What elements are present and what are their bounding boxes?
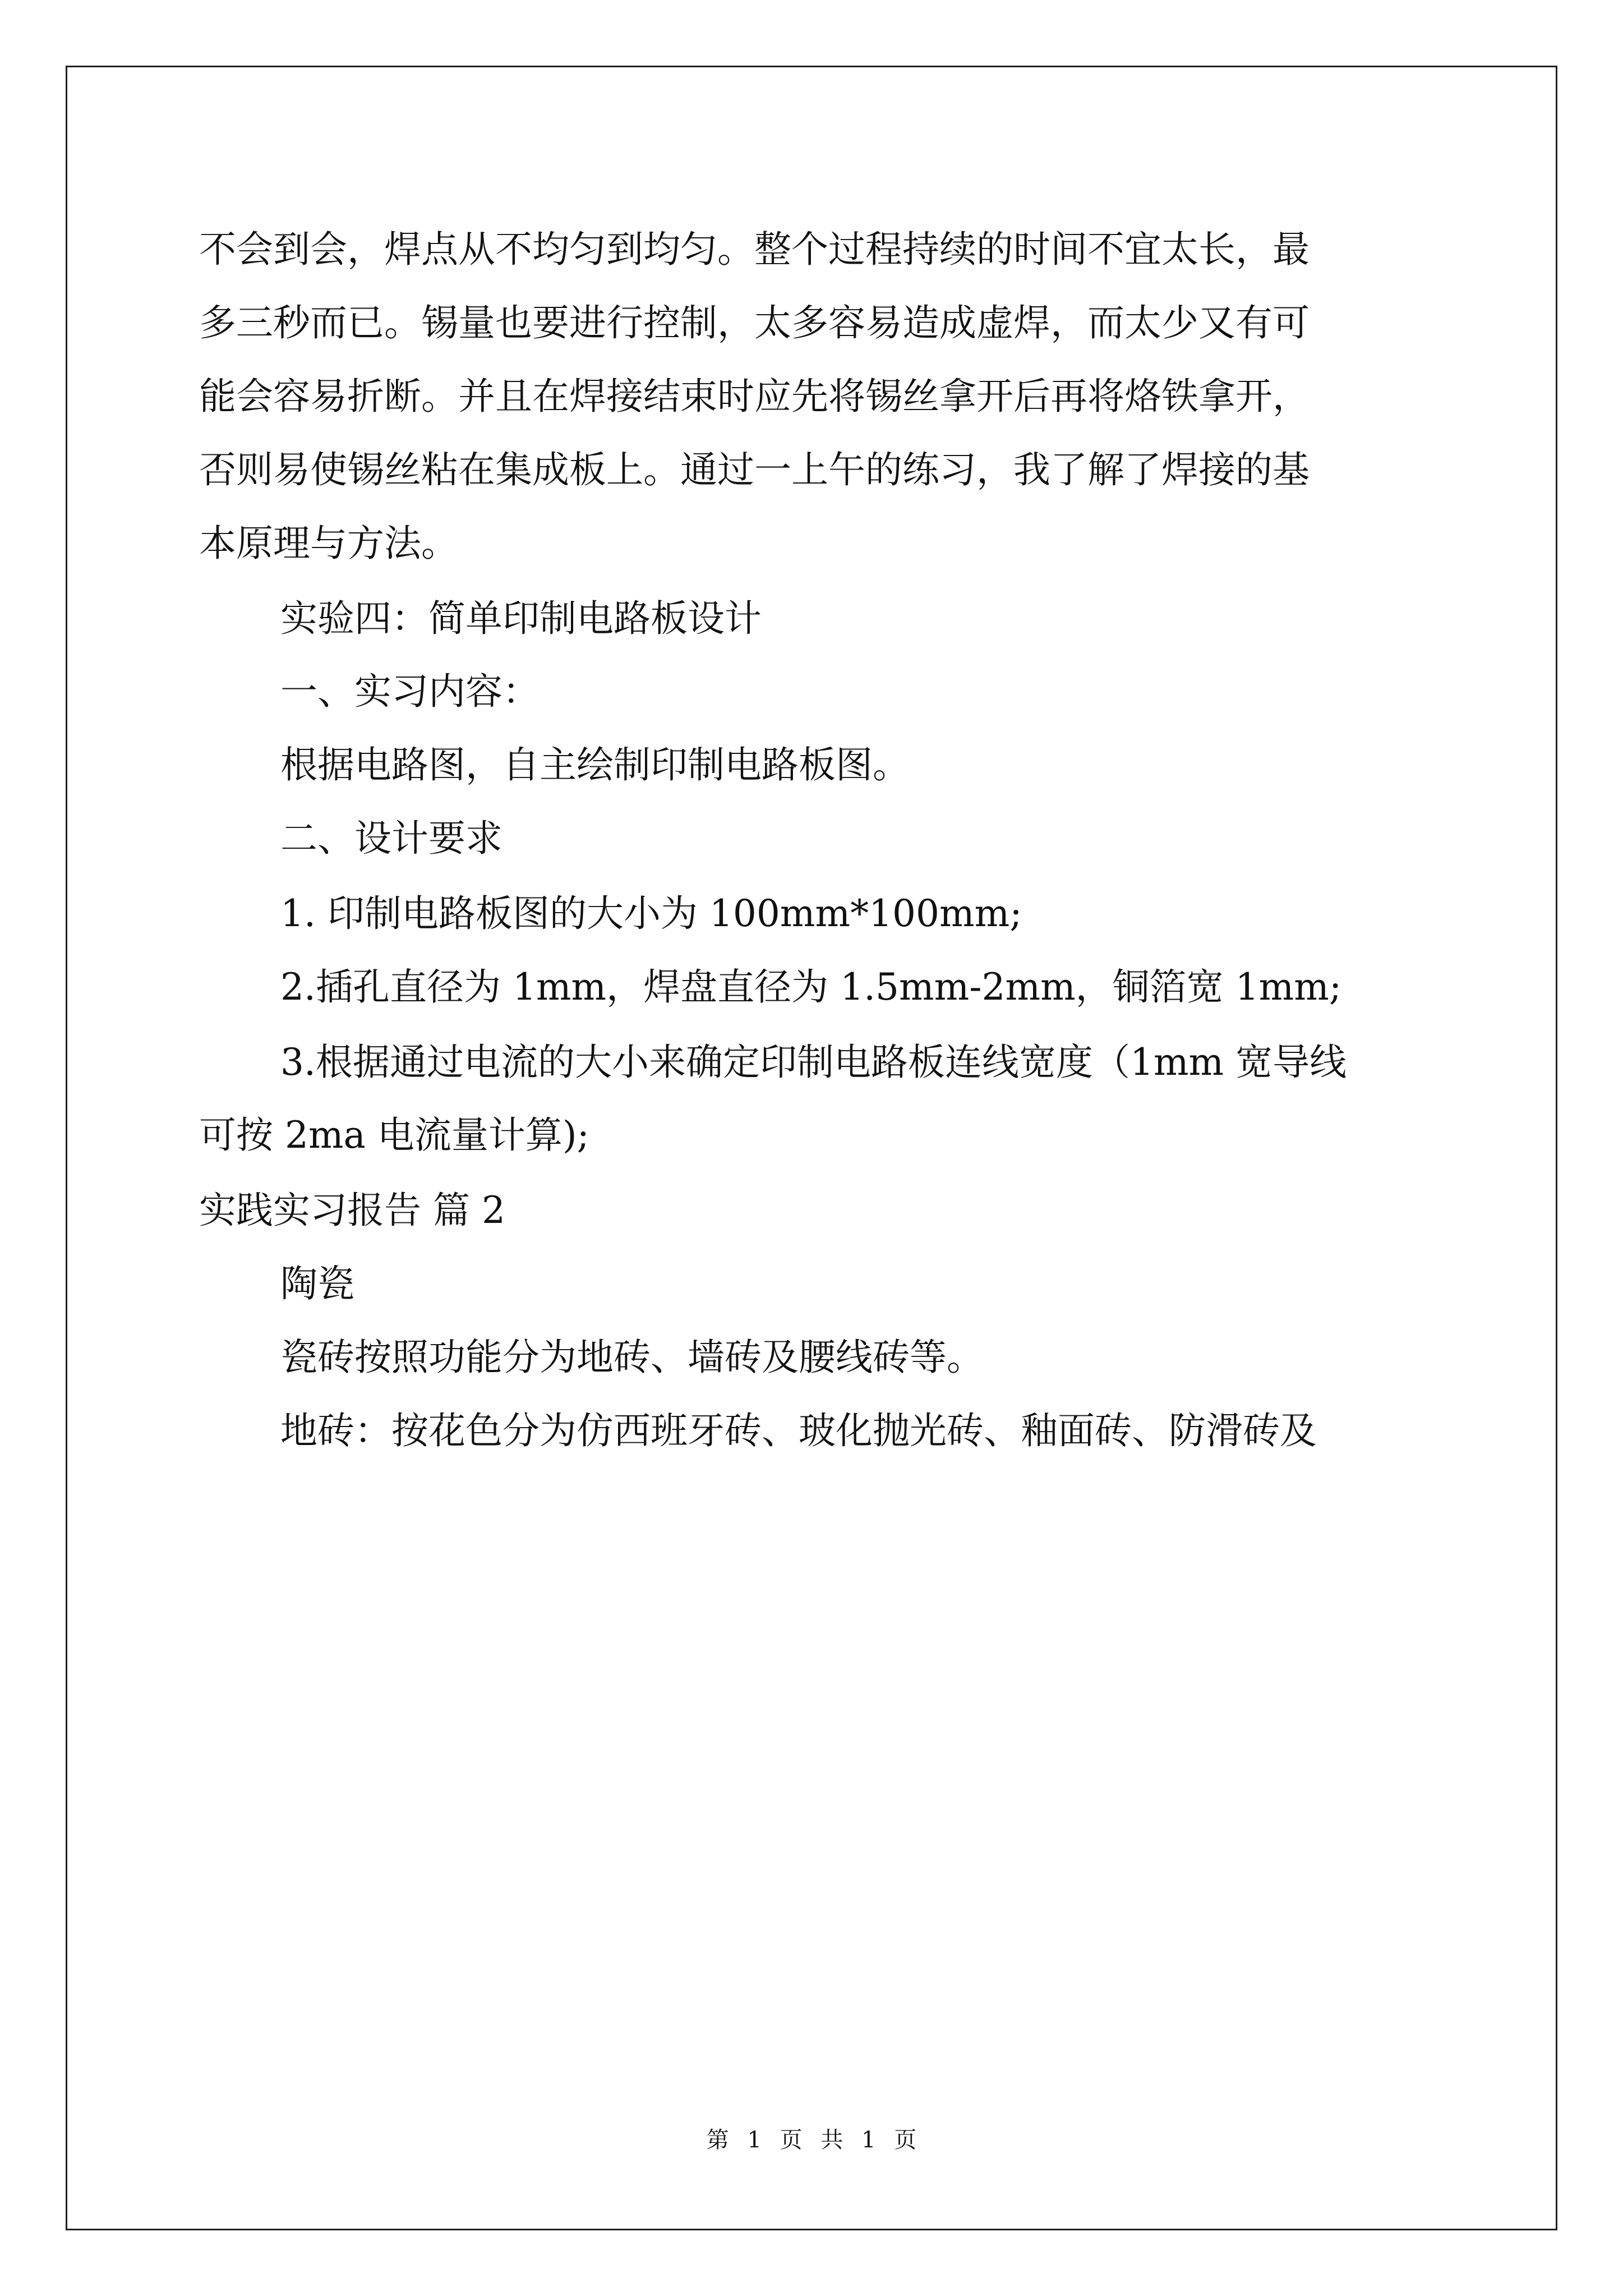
- body-text-line: 能会容易折断。并且在焊接结束时应先将锡丝拿开后再将烙铁拿开，: [199, 375, 1310, 418]
- body-text-line: 根据电路图，自主绘制印制电路板图。: [280, 743, 910, 786]
- requirement-item-2: 2.插孔直径为 1mm，焊盘直径为 1.5mm-2mm，铜箔宽 1mm;: [280, 965, 1342, 1009]
- body-text-line: 本原理与方法。: [199, 522, 458, 565]
- requirement-item-1: 1. 印制电路板图的大小为 100mm*100mm;: [280, 892, 1022, 935]
- subheading-design-requirements: 二、设计要求: [280, 817, 502, 860]
- subheading-practice-content: 一、实习内容：: [280, 670, 540, 713]
- body-text-line: 多三秒而已。锡量也要进行控制，太多容易造成虚焊，而太少又有可: [199, 301, 1310, 344]
- requirement-item-3: 3.根据通过电流的大小来确定印制电路板连线宽度（1mm 宽导线: [280, 1041, 1347, 1084]
- body-text-line: 可按 2ma 电流量计算);: [199, 1114, 589, 1157]
- body-text-line: 不会到会，焊点从不均匀到均匀。整个过程持续的时间不宜太长，最: [199, 228, 1310, 271]
- section-title-report-2: 实践实习报告 篇 2: [199, 1189, 505, 1232]
- section-heading-experiment-4: 实验四：简单印制电路板设计: [280, 597, 762, 640]
- body-text-line: 否则易使锡丝粘在集成板上。通过一上午的练习，我了解了焊接的基: [199, 448, 1310, 491]
- body-text-line: 地砖：按花色分为仿西班牙砖、玻化抛光砖、釉面砖、防滑砖及: [280, 1409, 1317, 1452]
- subheading-ceramics: 陶瓷: [280, 1262, 354, 1305]
- body-text-line: 瓷砖按照功能分为地砖、墙砖及腰线砖等。: [280, 1336, 984, 1379]
- page-number-footer: 第 1 页 共 1 页: [706, 2127, 917, 2153]
